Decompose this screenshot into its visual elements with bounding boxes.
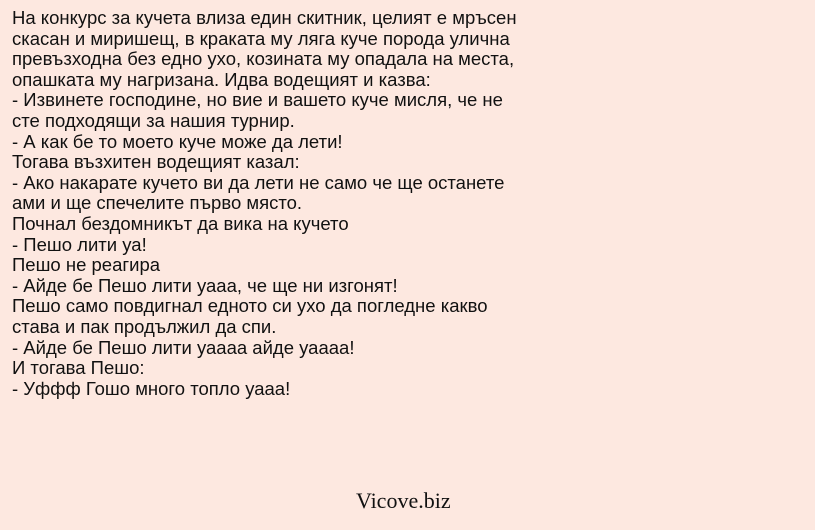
- joke-line: Почнал бездомникът да вика на кучето: [12, 212, 349, 234]
- joke-line: Тогава възхитен водещият казал:: [12, 151, 300, 173]
- joke-line: става и пак продължил да спи.: [12, 315, 277, 337]
- joke-line: - Ако накарате кучето ви да лети не само че ще останете: [12, 171, 505, 193]
- joke-line: Пешо само повдигнал едното си ухо да погледне какво: [12, 295, 488, 317]
- joke-line: На конкурс за кучета влиза един скитник, целият е мръсен: [12, 7, 517, 28]
- joke-line: - Извинете господине, но вие и вашето куче мисля, че не: [12, 89, 503, 111]
- joke-line: И тогава Пешо:: [12, 357, 145, 379]
- joke-line: опашката му нагризана. Идва водещият и казва:: [12, 68, 431, 90]
- joke-text: [12, 8, 807, 399]
- joke-line: - Пешо лити уа!: [12, 233, 147, 255]
- joke-line: - Айде бе Пешо лити уаааа айде уаааа!: [12, 336, 355, 358]
- joke-line: ами и ще спечелите първо място.: [12, 192, 303, 214]
- joke-line: - Айде бе Пешо лити уааа, че ще ни изгонят!: [12, 274, 398, 296]
- joke-line: превъзходна без едно ухо, козината му опадала на места,: [12, 48, 515, 70]
- site-watermark: Vicove.biz: [356, 488, 451, 513]
- joke-line: Пешо не реагира: [12, 254, 161, 276]
- joke-line: скасан и миришещ, в краката му ляга куче порода улична: [12, 27, 510, 49]
- joke-line: - Уффф Гошо много топло уааа!: [12, 377, 291, 399]
- joke-line: - А как бе то моето куче може да лети!: [12, 130, 343, 152]
- joke-line: сте подходящи за нашия турнир.: [12, 109, 295, 131]
